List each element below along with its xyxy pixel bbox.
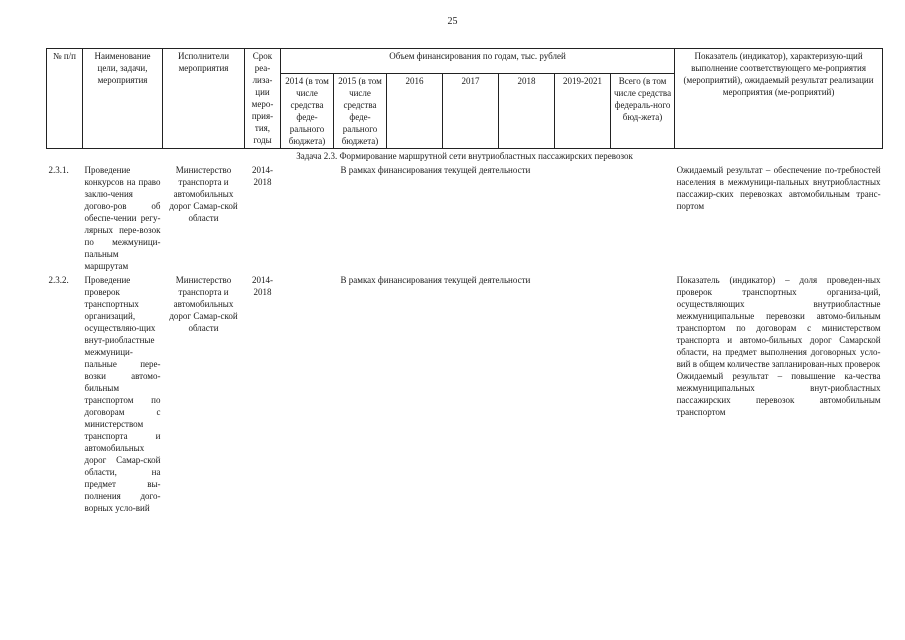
row-number: 2.3.2. <box>48 275 69 285</box>
header-executor: Исполнители мероприятия <box>163 49 245 149</box>
header-name: Наименование цели, задачи, мероприятия <box>83 49 163 149</box>
table-header <box>47 49 883 149</box>
table-row <box>47 273 883 515</box>
row-term: 2014-2018 <box>252 165 273 187</box>
task-title: Задача 2.3. Формирование маршрутной сети внутриобластных пассажирских перевозок <box>47 149 883 164</box>
row-financing: В рамках финансирования текущей деятельности <box>340 165 531 175</box>
program-table <box>46 48 883 515</box>
row-activity-name: Проведение конкурсов на право заклю-чения догово-ров об обеспе-чении регу-лярных пере-возок по межмуници-пальным маршрутам <box>84 165 161 271</box>
header-indicator: Показатель (индикатор), характеризую-щий выполнение соответствующего ме-роприятия (мероприятий), ожидаемый результат реализации мероприятия (ме-роприятий) <box>675 49 883 149</box>
header-year-2019-2021: 2019-2021 <box>555 74 611 149</box>
row-term: 2014-2018 <box>252 275 273 297</box>
row-indicator-cell <box>675 273 883 515</box>
row-indicator: Показатель (индикатор) – доля проведен-ных проверок транспортных организа-ций, осуществляющих внутриобластные межмуниципальные перевозки автомо-бильным транспортом по договорам с министерством транспорта и автомо-бильных дорог Самарской области, на предмет выполнения договорных усло-вий в общем количестве запланирован-ных проверок <box>676 275 881 369</box>
header-num: № п/п <box>47 49 83 149</box>
header-year-2016: 2016 <box>387 74 443 149</box>
page-number: 25 <box>447 16 458 27</box>
header-year-2017: 2017 <box>443 74 499 149</box>
table-row <box>47 163 883 273</box>
row-financing: В рамках финансирования текущей деятельности <box>340 275 531 285</box>
header-total: Всего (в том числе средства федераль-ного бюд-жета) <box>611 74 675 149</box>
header-year-2015: 2015 (в том числе средства феде-рального бюджета) <box>334 74 387 149</box>
row-number: 2.3.1. <box>48 165 69 175</box>
header-year-2018: 2018 <box>499 74 555 149</box>
header-term: Срок реа-лиза-ции меро-прия-тия, годы <box>245 49 281 149</box>
row-executor: Министерство транспорта и автомобильных дорог Самар-ской области <box>169 165 238 223</box>
row-executor: Министерство транспорта и автомобильных дорог Самар-ской области <box>169 275 238 333</box>
header-year-2014: 2014 (в том числе средства феде-рального бюджета) <box>281 74 334 149</box>
row-activity-name: Проведение проверок транспортных организаций, осуществляю-щих внут-риобластные межмуници-пальные пере-возки автомо-бильным транспортом по договорам с министерством транспорта и автомобильных дорог Самар-ской области, на предмет вы-полнения дого-ворных усло-вий <box>84 275 161 513</box>
row-indicator: Ожидаемый результат – обеспечение по-требностей населения в межмуници-пальных внутриобластных пассажир-ских перевозках автомобильным транс-портом <box>676 165 881 211</box>
row-expected-result: Ожидаемый результат – повышение ка-чества межмуниципальных внут-риобластных пассажирских перевозок автомобильным транспортом <box>676 371 881 417</box>
header-funding: Объем финансирования по годам, тыс. рублей <box>281 49 675 74</box>
